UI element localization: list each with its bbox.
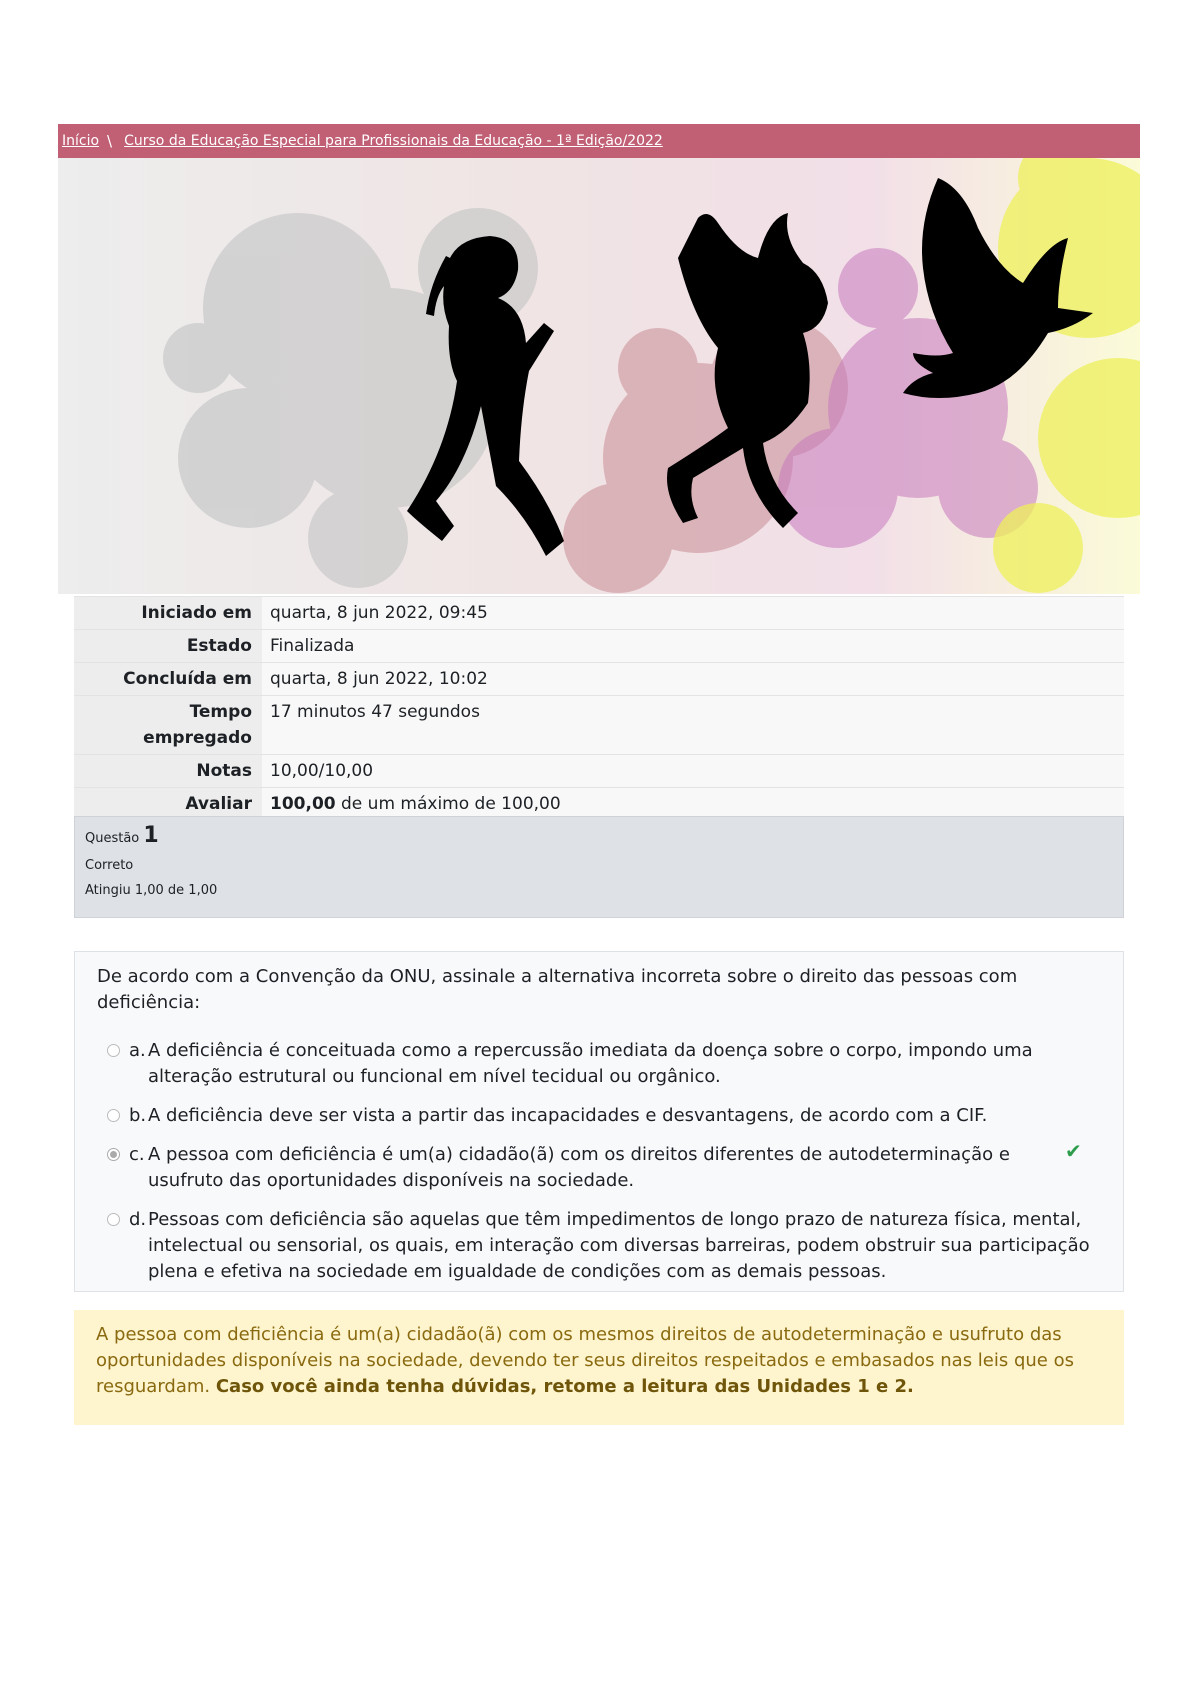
grade-max: de um máximo de 100,00 <box>335 794 561 814</box>
question-status: Correto <box>85 858 134 873</box>
summary-row-state <box>74 630 1124 663</box>
breadcrumb-course-link[interactable]: Curso da Educação Especial para Profissionais da Educação - 1ª Edição/2022 <box>124 133 663 149</box>
answer-text: A deficiência é conceituada como a repercussão imediata da doença sobre o corpo, impondo uma alteração estrutural ou funcional em nível tecidual ou orgânico. <box>148 1040 1033 1087</box>
answer-text: Pessoas com deficiência são aquelas que têm impedimentos de longo prazo de natureza física, mental, intelectual ou sensorial, os quais, em interação com diversas barreiras, podem obstruir sua participação plena e efetiva na sociedade em igualdade de condições com as demais pessoas. <box>148 1209 1090 1282</box>
check-icon: ✔ <box>1065 1139 1082 1163</box>
answer-option-b[interactable] <box>97 1103 1101 1129</box>
answer-radio[interactable] <box>107 1044 120 1057</box>
answer-letter: b. <box>129 1105 147 1126</box>
answer-radio[interactable] <box>107 1109 120 1122</box>
breadcrumb <box>58 124 1140 158</box>
answer-letter: d. <box>129 1209 147 1230</box>
answer-option-a[interactable] <box>97 1038 1101 1090</box>
answer-option-d[interactable] <box>97 1207 1101 1285</box>
feedback-text: A pessoa com deficiência é um(a) cidadão(ã) com os mesmos direitos de autodeterminação e usufruto das oportunidades disponíveis na sociedade, devendo ter seus direitos respeitados e embasados nas leis que os resguardam. <box>96 1324 1074 1397</box>
summary-value: quarta, 8 jun 2022, 09:45 <box>262 597 1124 630</box>
summary-label: Estado <box>74 630 262 663</box>
summary-label: Notas <box>74 755 262 788</box>
grade-value: 100,00 <box>270 794 336 814</box>
question-number <box>85 823 1113 848</box>
feedback-bold-text: Caso você ainda tenha dúvidas, retome a leitura das Unidades 1 e 2. <box>215 1376 914 1397</box>
summary-label: Tempo empregado <box>74 696 262 755</box>
general-feedback <box>74 1310 1124 1425</box>
answer-letter: c. <box>129 1144 145 1165</box>
answer-text: A deficiência deve ser vista a partir das incapacidades e desvantagens, de acordo com a CIF. <box>148 1105 988 1126</box>
summary-label: Concluída em <box>74 663 262 696</box>
answer-radio-selected[interactable] <box>107 1148 120 1161</box>
question-content <box>74 951 1124 1292</box>
question-mark: Atingiu 1,00 de 1,00 <box>85 883 218 898</box>
question-number-value: 1 <box>143 823 159 848</box>
summary-row-marks <box>74 755 1124 788</box>
summary-label: Iniciado em <box>74 597 262 630</box>
answer-option-c[interactable] <box>97 1139 1101 1194</box>
question-prompt: De acordo com a Convenção da ONU, assinale a alternativa incorreta sobre o direito das pessoas com deficiência: <box>97 966 1018 1013</box>
breadcrumb-separator: \ <box>107 132 113 150</box>
summary-value: 10,00/10,00 <box>262 755 1124 788</box>
summary-row-time-taken <box>74 696 1124 755</box>
summary-row-completed <box>74 663 1124 696</box>
summary-value: Finalizada <box>262 630 1124 663</box>
answer-radio[interactable] <box>107 1213 120 1226</box>
breadcrumb-home-link[interactable]: Início <box>62 133 100 149</box>
question-info-panel <box>74 816 1124 918</box>
attempt-summary-table <box>74 596 1124 820</box>
answer-letter: a. <box>129 1040 146 1061</box>
question-label: Questão <box>85 831 140 846</box>
summary-row-started <box>74 597 1124 630</box>
answer-text: A pessoa com deficiência é um(a) cidadão(ã) com os direitos diferentes de autodeterminação e usufruto das oportunidades disponíveis na sociedade. <box>148 1144 1010 1191</box>
summary-label: Avaliar <box>74 788 262 821</box>
summary-value: 17 minutos 47 segundos <box>262 696 1124 755</box>
course-banner-image <box>58 158 1140 594</box>
summary-value: quarta, 8 jun 2022, 10:02 <box>262 663 1124 696</box>
